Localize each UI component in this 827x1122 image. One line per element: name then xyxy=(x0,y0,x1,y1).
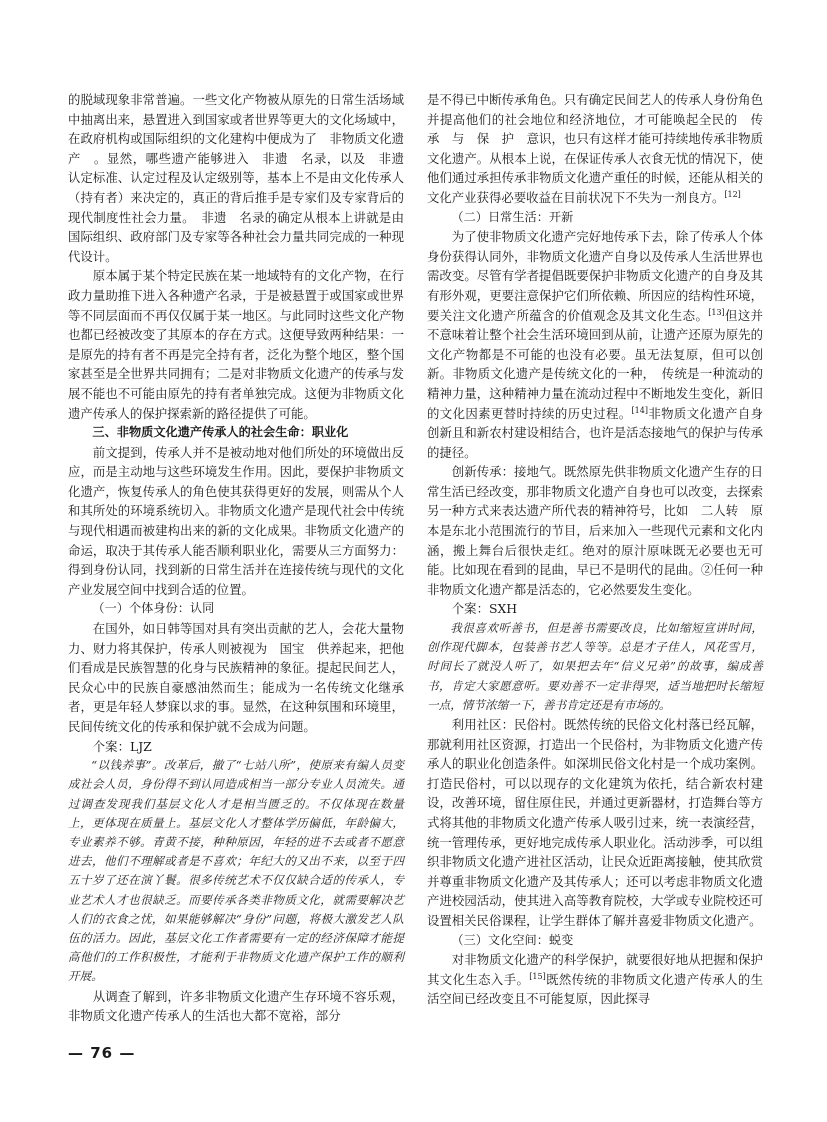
citation-ref: [15] xyxy=(529,971,546,981)
paragraph-text: 前文提到，传承人并不是被动地对他们所处的环境做出反应，而是主动地与这些环境发生作用。因此，要保护非物质文化遗产，恢复传承人的角色使其获得更好的发展，则需从个人和其所处的环境系统切入。非物质文化遗产是现代社会中传统与现代相遇而被建构出来的新的文化成果。非物质文化遗产的命运，取决于其传承人能否顺利职业化，需要从三方面努力：得到身份认同，找到新的日常生活并在连接传统与现代的文化产业发展空间中找到合适的位置。 xyxy=(68,444,404,597)
citation-ref: [14] xyxy=(631,405,648,415)
right-paragraph-6 xyxy=(427,715,763,931)
paragraph-text: 三、非物质文化遗产传承人的社会生命：职业化 xyxy=(92,425,349,440)
left-paragraph-6 xyxy=(68,737,404,757)
paragraph-text: 个案：LJZ xyxy=(92,738,152,754)
paragraph-text: 在国外，如日韩等国对具有突出贡献的艺人，会花大量物力、财力将其保护，传承人则被视为 国宝 供养起来，把他们看成是民族智慧的化身与民族精神的象征。提起民间艺人，民众心中的民族自豪感油然而生；能成为一名传统文化继承者，更是年轻人梦寐以求的事。显然，在这种氛围和环境里，民间传统文化的传承和保护就不会成为问题。 xyxy=(68,621,404,734)
paragraph-text: （一）个体身份：认同 xyxy=(92,601,215,616)
right-paragraph-3 xyxy=(427,462,763,599)
paragraph-text: 既然传统的非物质文化遗产传承人的生活空间已经改变且不可能复原，因此探寻 xyxy=(427,971,764,1007)
right-paragraph-5 xyxy=(427,619,763,715)
paragraph-text: 为了使非物质文化遗产完好地传承下去，除了传承人个体身份获得认同外，非物质文化遗产自身以及传承人生活世界也需改变。尽管有学者提倡既要保护非物质文化遗产的自身及其有形外观，更要注意保护它们所依赖、所因应的结构性环境，要关注文化遗产所蕴含的价值观念及其文化生态。 xyxy=(427,229,763,323)
right-column xyxy=(427,90,776,1009)
paragraph-text: 是不得已中断传承角色。只有确定民间艺人的传承人身份角色并提高他们的社会地位和经济地位，才可能唤起全民的 传 承 与 保 护 意识，也只有这样才能可持续地传承非物质文化遗产。从根本上说，在保证传承人衣食无忧的情况下，使他们通过承担传承非物质文化遗产重任的时候，还能从相关的文化产业获得必要收益在目前状况下不失为一剂良方。 xyxy=(427,92,776,205)
citation-ref: [13] xyxy=(708,307,725,317)
right-paragraph-2 xyxy=(427,227,763,462)
right-paragraph-7 xyxy=(427,931,763,951)
left-paragraph-0 xyxy=(68,90,417,266)
paragraph-text: 个案：SXH xyxy=(451,601,518,617)
paragraph-text: 非物质文化遗产自身创新且和新农村建设相结合，也许是活态接地气的保护与传承的捷径。 xyxy=(427,405,764,460)
left-paragraph-1 xyxy=(68,266,404,423)
paragraph-text: 从调查了解到，许多非物质文化遗产生存环境不容乐观，非物质文化遗产传承人的生活也大都不宽裕，部分 xyxy=(68,988,404,1024)
page-number: — 76 — xyxy=(68,1044,136,1062)
left-paragraph-7 xyxy=(68,756,404,986)
left-paragraph-2 xyxy=(68,423,404,443)
paragraph-text: “以钱养事”。改革后，撤了“七站八所”，使原来有编人员变成社会人员，身份得不到认同造成相当一部分专业人员流失。通过调查发现我们基层文化人才是相当匮乏的。不仅体现在数量上，更体现在质量上。基层文化人才整体学历偏低，年龄偏大，专业素养不够。青黄不接，种种原因，年轻的进不去或者不愿意进去，他们不理解或者是不喜欢；年纪大的又出不来，以至于四五十岁了还在演丫鬟。很多传统艺术不仅仅缺合适的传承人，专业艺术人才也很缺乏。而要传承各类非物质文化，就需要解决艺人们的衣食之忧，如果能够解决“身份”问题，将极大激发艺人队伍的活力。因此，基层文化工作者需要有一定的经济保障才能提高他们的工作积极性，才能利于非物质文化遗产保护工作的顺利开展。 xyxy=(68,758,404,984)
paragraph-text: 原本属于某个特定民族在某一地域特有的文化产物，在行政力量助推下进入各种遗产名录，于是被悬置于或国家或世界等不同层面而不再仅仅属于某一地区。与此同时这些文化产物也都已经被改变了其原本的存在方式。这便导致两种结果：一是原先的持有者不再是完全持有者，泛化为整个地区，整个国家甚至是全世界共同拥有；二是对非物质文化遗产的传承与发展不能也不可能由原先的持有者单独完成。这便为非物质文化遗产传承人的保护探索新的路径提供了可能。 xyxy=(68,268,404,421)
right-paragraph-1 xyxy=(427,208,763,228)
left-column xyxy=(68,90,417,1026)
left-paragraph-8 xyxy=(68,987,404,1026)
citation-ref: [12] xyxy=(724,189,741,199)
right-paragraph-8 xyxy=(427,950,763,1009)
left-paragraph-4 xyxy=(68,599,404,619)
left-paragraph-5 xyxy=(68,619,404,737)
paragraph-text: 但这并不意味着让整个社会生活环境回到从前，让遗产还原为原先的文化产物都是不可能的也没有必要。虽无法复原，但可以创新。非物质文化遗产是传统文化的一种， 传统是一种流动的精神力量，这种精神力量在流动过程中不断地发生变化，新旧的文化因素更替时持续的历史过程。 xyxy=(427,307,764,421)
paragraph-text: （三）文化空间：蜕变 xyxy=(451,932,574,947)
paragraph-text: 创新传承：接地气。既然原先供非物质文化遗产生存的日常生活已经改变，那非物质文化遗产自身也可以改变，去探索另一种方式来表达遗产所代表的精神符号，比如 二人转 原本是东北小范围流行的节目，后来加入一些现代元素和文化内涵，搬上舞台后很快走红。绝对的原汁原味既无必要也无可能。比如现在看到的昆曲，早已不是明代的昆曲。②任何一种非物质文化遗产都是活态的，它必然要发生变化。 xyxy=(427,464,763,597)
paragraph-text: 的脱域现象非常普遍。一些文化产物被从原先的日常生活场域中抽离出来，悬置进入到国家或者世界等更大的文化场域中，在政府机构或国际组织的文化建构中便成为了 非物质文化遗产 。显然，哪些遗产能够进入 非遗 名录，以及 非遗 认定标准、认定过程及认定级别等，基本上不是由文化传承人（持有者）来决定的，真正的背后推手是专家们及专家背后的现代制度性社会力量。 非遗 名录的确定从根本上讲就是由国际组织、政府部门及专家等各种社会力量共同完成的一种现代设计。 xyxy=(68,92,417,264)
right-paragraph-0 xyxy=(427,90,776,208)
paragraph-text: （二）日常生活：开新 xyxy=(451,209,574,224)
left-paragraph-3 xyxy=(68,443,404,600)
right-paragraph-4 xyxy=(427,599,763,619)
paragraph-text: 我很喜欢听善书，但是善书需要改良，比如缩短宣讲时间，创作现代脚本，包装善书艺人等等。总是才子佳人，风花雪月，时间长了就没人听了，如果把去年“信义兄弟”的故事，编成善书，肯定大家愿意听。要劝善不一定非得哭，适当地把时长缩短一点，情节浓缩一下，善书肯定还是有市场的。 xyxy=(427,621,763,712)
paragraph-text: 利用社区：民俗村。既然传统的民俗文化村落已经瓦解，那就利用社区资源，打造出一个民俗村，为非物质文化遗产传承人的职业化创造条件。如深圳民俗文化村是一个成功案例。打造民俗村，可以以现存的文化建筑为依托，结合新农村建设，改善环境，留住原住民，并通过更新器材，打造舞台等方式将其他的非物质文化遗产传承人吸引过来，统一表演经营，统一管理传承，更好地完成传承人职业化。活动涉季，可以组织非物质文化遗产进社区活动，让民众近距离接触，使其欣赏并尊重非物质文化遗产及其传承人；还可以考虑非物质文化遗产进校园活动，使其进入高等教育院校，大学或专业院校还可设置相关民俗课程，让学生群体了解并喜爱非物质文化遗产。 xyxy=(427,717,763,928)
paragraph-text: 对非物质文化遗产的科学保护，就要很好地从把握和保护其文化生态入手。 xyxy=(427,952,763,987)
